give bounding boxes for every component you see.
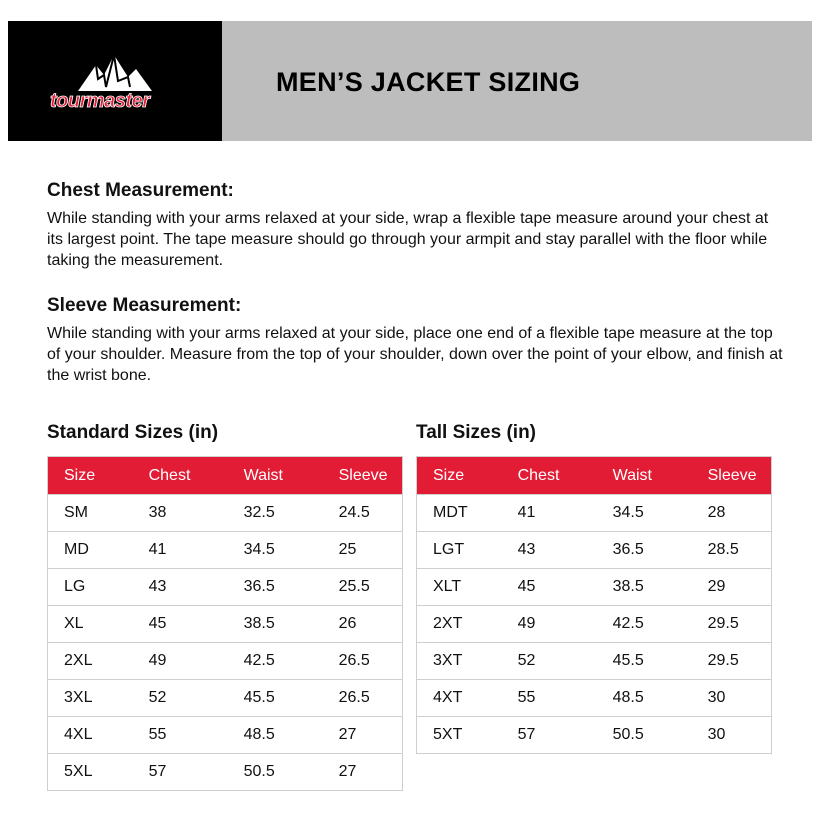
standard-sizes bbox=[47, 422, 403, 791]
chest-text: While standing with your arms relaxed at your side, wrap a flexible tape measure around your chest at its largest point. The tape measure should go through your armpit and stay parallel with the floor while taking the measurement. bbox=[47, 210, 769, 269]
cell-sleeve: 30 bbox=[692, 717, 772, 754]
chest-section bbox=[47, 180, 787, 271]
mountain-logo-icon bbox=[48, 51, 198, 111]
table-row bbox=[48, 606, 403, 643]
table-row bbox=[48, 717, 403, 754]
cell-chest: 38 bbox=[133, 495, 228, 532]
cell-sleeve: 29.5 bbox=[692, 643, 772, 680]
cell-waist: 32.5 bbox=[228, 495, 323, 532]
cell-chest: 52 bbox=[133, 680, 228, 717]
cell-chest: 49 bbox=[133, 643, 228, 680]
cell-sleeve: 28 bbox=[692, 495, 772, 532]
cell-sleeve: 26.5 bbox=[323, 680, 403, 717]
header-size: Size bbox=[417, 457, 502, 495]
header-waist: Waist bbox=[597, 457, 692, 495]
cell-sleeve: 29 bbox=[692, 569, 772, 606]
sleeve-text: While standing with your arms relaxed at your side, place one end of a flexible tape measure at the top of your shoulder. Measure from the top of your shoulder, down over the point of your elbow, and finish at the wrist bone. bbox=[47, 325, 783, 384]
cell-size: 5XT bbox=[417, 717, 502, 754]
cell-chest: 52 bbox=[502, 643, 597, 680]
cell-chest: 43 bbox=[502, 532, 597, 569]
title-box bbox=[222, 21, 812, 141]
cell-sleeve: 25 bbox=[323, 532, 403, 569]
cell-sleeve: 27 bbox=[323, 754, 403, 791]
table-row bbox=[417, 680, 772, 717]
cell-size: 5XL bbox=[48, 754, 133, 791]
header-size: Size bbox=[48, 457, 133, 495]
tall-title: Tall Sizes (in) bbox=[416, 422, 537, 443]
cell-chest: 45 bbox=[133, 606, 228, 643]
cell-sleeve: 26 bbox=[323, 606, 403, 643]
cell-size: 4XT bbox=[417, 680, 502, 717]
cell-size: XLT bbox=[417, 569, 502, 606]
cell-chest: 41 bbox=[133, 532, 228, 569]
cell-waist: 50.5 bbox=[597, 717, 692, 754]
table-row bbox=[48, 569, 403, 606]
cell-waist: 34.5 bbox=[597, 495, 692, 532]
header-sleeve: Sleeve bbox=[323, 457, 403, 495]
table-row bbox=[417, 606, 772, 643]
cell-waist: 45.5 bbox=[228, 680, 323, 717]
cell-size: SM bbox=[48, 495, 133, 532]
cell-sleeve: 29.5 bbox=[692, 606, 772, 643]
cell-sleeve: 24.5 bbox=[323, 495, 403, 532]
cell-size: 3XT bbox=[417, 643, 502, 680]
cell-waist: 38.5 bbox=[228, 606, 323, 643]
table-row bbox=[417, 643, 772, 680]
table-row bbox=[417, 532, 772, 569]
cell-size: MDT bbox=[417, 495, 502, 532]
table-row bbox=[48, 532, 403, 569]
header-waist: Waist bbox=[228, 457, 323, 495]
cell-waist: 50.5 bbox=[228, 754, 323, 791]
cell-size: LG bbox=[48, 569, 133, 606]
cell-sleeve: 26.5 bbox=[323, 643, 403, 680]
brand-wordmark: tourmaster bbox=[50, 90, 150, 111]
header-chest: Chest bbox=[502, 457, 597, 495]
cell-size: 2XT bbox=[417, 606, 502, 643]
table-row bbox=[48, 643, 403, 680]
table-row bbox=[48, 680, 403, 717]
tall-table bbox=[416, 456, 772, 754]
page-title: MEN’S JACKET SIZING bbox=[276, 67, 581, 97]
standard-table bbox=[47, 456, 403, 791]
cell-chest: 57 bbox=[502, 717, 597, 754]
table-row bbox=[48, 495, 403, 532]
cell-chest: 49 bbox=[502, 606, 597, 643]
cell-chest: 55 bbox=[133, 717, 228, 754]
cell-sleeve: 25.5 bbox=[323, 569, 403, 606]
cell-size: XL bbox=[48, 606, 133, 643]
cell-waist: 48.5 bbox=[597, 680, 692, 717]
header-chest: Chest bbox=[133, 457, 228, 495]
standard-title: Standard Sizes (in) bbox=[47, 422, 219, 443]
cell-size: 2XL bbox=[48, 643, 133, 680]
table-header-row bbox=[48, 457, 403, 495]
sleeve-section bbox=[47, 295, 787, 386]
cell-waist: 42.5 bbox=[228, 643, 323, 680]
brand-logo bbox=[8, 21, 222, 141]
table-header-row bbox=[417, 457, 772, 495]
cell-waist: 45.5 bbox=[597, 643, 692, 680]
tall-sizes bbox=[416, 422, 772, 754]
cell-waist: 42.5 bbox=[597, 606, 692, 643]
table-row bbox=[48, 754, 403, 791]
cell-waist: 34.5 bbox=[228, 532, 323, 569]
cell-chest: 41 bbox=[502, 495, 597, 532]
cell-waist: 38.5 bbox=[597, 569, 692, 606]
cell-sleeve: 27 bbox=[323, 717, 403, 754]
cell-waist: 36.5 bbox=[228, 569, 323, 606]
cell-chest: 55 bbox=[502, 680, 597, 717]
cell-waist: 48.5 bbox=[228, 717, 323, 754]
sleeve-heading: Sleeve Measurement: bbox=[47, 295, 242, 316]
cell-sleeve: 30 bbox=[692, 680, 772, 717]
cell-chest: 45 bbox=[502, 569, 597, 606]
chest-heading: Chest Measurement: bbox=[47, 180, 234, 201]
table-row bbox=[417, 495, 772, 532]
cell-chest: 57 bbox=[133, 754, 228, 791]
cell-sleeve: 28.5 bbox=[692, 532, 772, 569]
header-banner bbox=[8, 21, 812, 141]
header-sleeve: Sleeve bbox=[692, 457, 772, 495]
table-row bbox=[417, 717, 772, 754]
cell-size: MD bbox=[48, 532, 133, 569]
cell-waist: 36.5 bbox=[597, 532, 692, 569]
table-row bbox=[417, 569, 772, 606]
cell-chest: 43 bbox=[133, 569, 228, 606]
cell-size: LGT bbox=[417, 532, 502, 569]
cell-size: 3XL bbox=[48, 680, 133, 717]
cell-size: 4XL bbox=[48, 717, 133, 754]
